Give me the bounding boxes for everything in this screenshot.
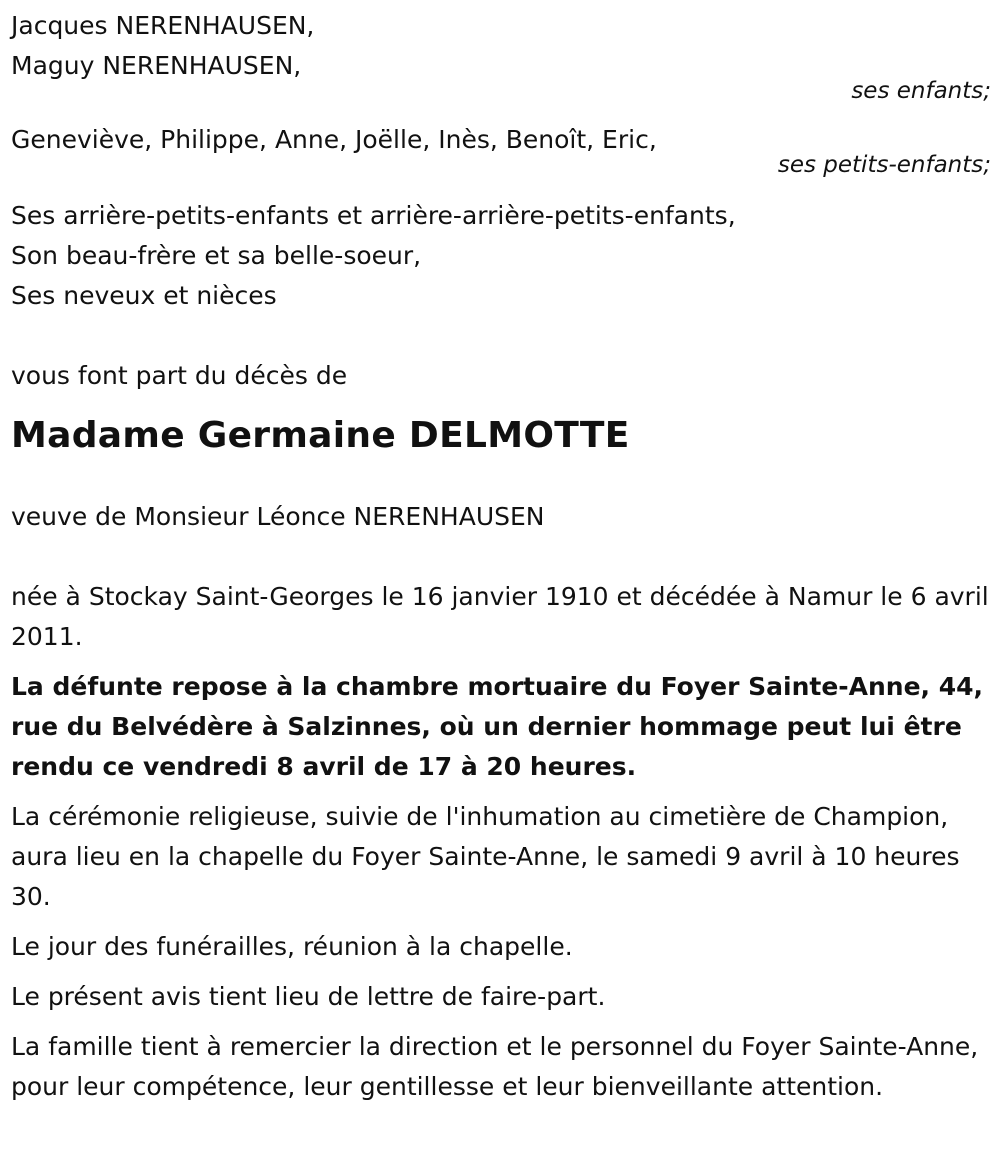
in-laws-line: Son beau-frère et sa belle-soeur, [11,241,422,270]
meeting-text: Le jour des funérailles, réunion à la chapelle. [11,932,573,961]
children-label: ses enfants; [851,78,991,104]
ceremony-text: La cérémonie religieuse, suivie de l'inhumation au cimetière de Champion, aura lieu en la chapelle du Foyer Sainte-Anne, le samedi 9 avril à 10 heures 30. [11,802,960,911]
widow-of-text: veuve de Monsieur Léonce NERENHAUSEN [11,502,545,531]
thanks-text: La famille tient à remercier la direction et le personnel du Foyer Sainte-Anne, pour leur compétence, leur gentillesse et leur bienveillante attention. [11,1032,979,1101]
visitation-text: La défunte repose à la chambre mortuaire du Foyer Sainte-Anne, 44, rue du Belvédère à Salzinnes, où un dernier hommage peut lui être rendu ce vendredi 8 avril de 17 à 20 heures. [11,672,984,781]
grandchildren-label: ses petits-enfants; [777,152,991,178]
family-section [11,6,991,316]
deceased-name: Madame Germaine DELMOTTE [11,415,630,456]
birth-death-text: née à Stockay Saint-Georges le 16 janvier 1910 et décédée à Namur le 6 avril 2011. [11,582,989,651]
child-name: Maguy NERENHAUSEN, [11,51,302,80]
obituary-notice [11,6,991,1107]
great-grandchildren-line: Ses arrière-petits-enfants et arrière-arrière-petits-enfants, [11,201,736,230]
nephews-nieces-line: Ses neveux et nièces [11,281,277,310]
grandchildren-names: Geneviève, Philippe, Anne, Joëlle, Inès, Benoît, Eric, [11,125,657,154]
child-name: Jacques NERENHAUSEN, [11,11,315,40]
announcement-text: vous font part du décès de [11,361,348,390]
spacer [11,316,991,356]
notice-text: Le présent avis tient lieu de lettre de faire-part. [11,982,606,1011]
